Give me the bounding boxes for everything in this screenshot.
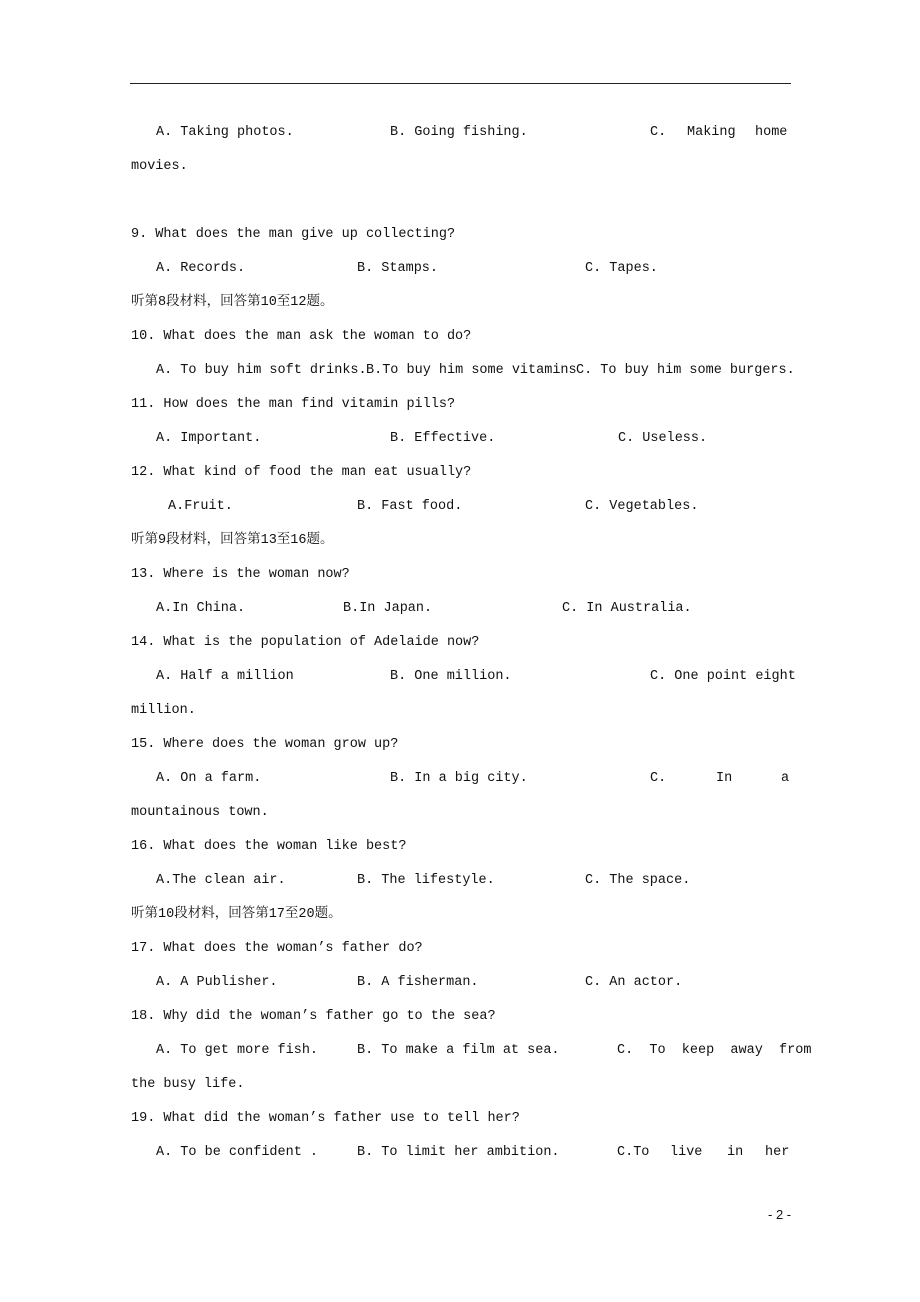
q14-option-c: C. One point eight	[650, 669, 796, 684]
q13-option-a: A.In China.	[156, 601, 246, 616]
section-heading-9: 听第9段材料，回答第13至16题。	[131, 533, 334, 548]
question-16: 16. What does the woman like best?	[131, 839, 407, 854]
q16-option-a: A.The clean air.	[156, 873, 286, 888]
q15-option-c-cont: mountainous town.	[131, 805, 269, 820]
question-10: 10. What does the man ask the woman to do?	[131, 329, 472, 344]
q8-option-c: C.	[650, 125, 667, 140]
q19-option-c: C.To	[617, 1145, 650, 1160]
q9-option-a: A. Records.	[156, 261, 246, 276]
q14-option-c-cont: million.	[131, 703, 196, 718]
q9-option-b: B. Stamps.	[357, 261, 439, 276]
q11-option-b: B. Effective.	[390, 431, 496, 446]
q16-option-b: B. The lifestyle.	[357, 873, 495, 888]
question-11: 11. How does the man find vitamin pills?	[131, 397, 456, 412]
q16-option-c: C. The space.	[585, 873, 691, 888]
section-heading-8: 听第8段材料，回答第10至12题。	[131, 295, 334, 310]
question-13: 13. Where is the woman now?	[131, 567, 350, 582]
question-9: 9. What does the man give up collecting?	[131, 227, 456, 242]
q14-option-a: A. Half a million	[156, 669, 294, 684]
q19-option-a: A. To be confident .	[156, 1145, 319, 1160]
question-18: 18. Why did the woman’s father go to the sea?	[131, 1009, 496, 1024]
q12-option-b: B. Fast food.	[357, 499, 463, 514]
q18-option-b: B. To make a film at sea.	[357, 1043, 560, 1058]
q9-option-c: C. Tapes.	[585, 261, 658, 276]
q15-option-c-word: In	[716, 771, 733, 786]
question-12: 12. What kind of food the man eat usually?	[131, 465, 472, 480]
q18-option-c: C. To keep away from	[617, 1043, 812, 1058]
q17-option-a: A. A Publisher.	[156, 975, 278, 990]
q19-option-c-word: in	[727, 1145, 744, 1160]
question-19: 19. What did the woman’s father use to tell her?	[131, 1111, 520, 1126]
q18-option-c-cont: the busy life.	[131, 1077, 245, 1092]
q8-option-b: B. Going fishing.	[390, 125, 528, 140]
section-heading-10: 听第10段材料，回答第17至20题。	[131, 907, 342, 922]
q19-option-c-word: live	[670, 1145, 703, 1160]
q19-option-b: B. To limit her ambition.	[357, 1145, 560, 1160]
q15-option-a: A. On a farm.	[156, 771, 262, 786]
q17-option-c: C. An actor.	[585, 975, 683, 990]
q12-option-a: A.Fruit.	[168, 499, 233, 514]
question-15: 15. Where does the woman grow up?	[131, 737, 399, 752]
q15-option-c: C.	[650, 771, 667, 786]
q13-option-c: C. In Australia.	[562, 601, 692, 616]
page-number: - 2 -	[768, 1207, 792, 1222]
question-14: 14. What is the population of Adelaide now?	[131, 635, 480, 650]
q12-option-c: C. Vegetables.	[585, 499, 699, 514]
q19-option-c-word: her	[765, 1145, 790, 1160]
q10-option-c: C. To buy him some burgers.	[576, 363, 795, 378]
q15-option-c-word: a	[781, 771, 790, 786]
q18-option-a: A. To get more fish.	[156, 1043, 319, 1058]
q11-option-c: C. Useless.	[618, 431, 708, 446]
q8-option-c-word: home	[755, 125, 788, 140]
q14-option-b: B. One million.	[390, 669, 512, 684]
q10-option-b: B.To buy him some vitamins	[366, 363, 577, 378]
question-17: 17. What does the woman’s father do?	[131, 941, 423, 956]
q15-option-b: B. In a big city.	[390, 771, 528, 786]
q8-option-c-cont: movies.	[131, 159, 188, 174]
q17-option-b: B. A fisherman.	[357, 975, 479, 990]
q8-option-a: A. Taking photos.	[156, 125, 294, 140]
q13-option-b: B.In Japan.	[343, 601, 433, 616]
q11-option-a: A. Important.	[156, 431, 262, 446]
q10-option-a: A. To buy him soft drinks.	[156, 363, 367, 378]
header-rule	[130, 83, 791, 84]
q8-option-c-word: Making	[687, 125, 736, 140]
